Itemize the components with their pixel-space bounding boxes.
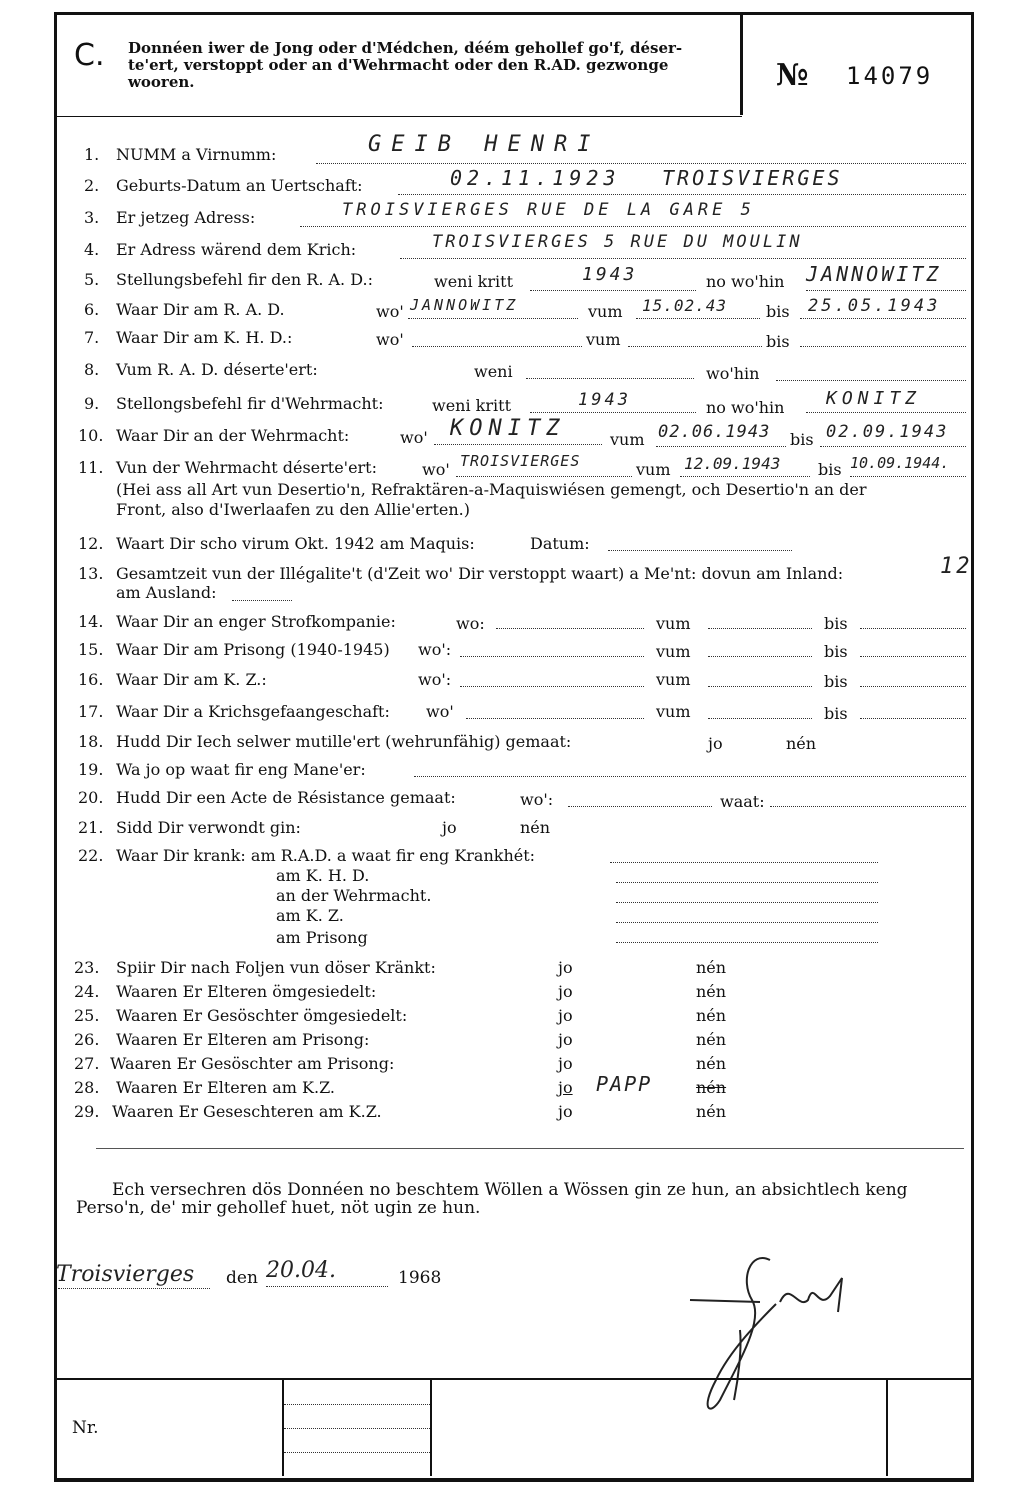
item-17-bis-line: [860, 718, 966, 719]
item-11-label: Vun der Wehrmacht déserte'ert:: [116, 458, 377, 477]
item-22-sub-1: am K. H. D.: [276, 866, 370, 885]
item-8-when-line: [526, 378, 694, 379]
item-12-datum-line: [608, 550, 792, 551]
item-17-wo-label: wo': [426, 702, 454, 721]
item-5-when-line: [530, 290, 696, 291]
item-25-nen: nén: [696, 1006, 727, 1025]
item-11-wo-line: [456, 476, 632, 477]
item-20-wo-line: [568, 806, 712, 807]
item-9-num: 9.: [84, 394, 100, 413]
item-11-num: 11.: [78, 458, 104, 477]
item-17-wo-line: [466, 718, 644, 719]
item-1-label: NUMM a Virnumm:: [116, 145, 277, 164]
item-29-nen: nén: [696, 1102, 727, 1121]
section-letter: C.: [74, 38, 105, 73]
item-5-label: Stellungsbefehl fir den R. A. D.:: [116, 270, 373, 289]
item-2-place: TROISVIERGES: [662, 166, 843, 190]
item-5-when: 1943: [582, 264, 638, 285]
signature-place: Troisvierges: [56, 1262, 195, 1287]
item-13-label: Gesamtzeit vun der Illégalite't (d'Zeit wo' Dir verstoppt waart) a Me'nt: dovun am Inland:: [116, 564, 844, 583]
item-18-label: Hudd Dir Iech selwer mutille'ert (wehrunfähig) gemaat:: [116, 732, 572, 751]
item-2-num: 2.: [84, 176, 100, 195]
item-12-datum-label: Datum:: [530, 534, 590, 553]
item-24-nen: nén: [696, 982, 727, 1001]
item-28-jo: jo: [558, 1078, 573, 1097]
item-15-bis-label: bis: [824, 642, 848, 661]
item-6-wo-label: wo': [376, 302, 404, 321]
item-22-label: Waar Dir krank: am R.A.D. a waat fir eng Krankhét:: [116, 846, 536, 865]
item-15-vum-line: [708, 656, 812, 657]
item-11-vum-label: vum: [636, 460, 671, 479]
item-3-value: TROISVIERGES RUE DE LA GARE 5: [342, 200, 755, 220]
item-17-bis-label: bis: [824, 704, 848, 723]
item-22-line-5: [616, 942, 878, 943]
item-20-wo-label: wo':: [520, 790, 554, 809]
footer-nr-label: Nr.: [72, 1418, 99, 1438]
item-13-num: 13.: [78, 564, 104, 583]
item-6-wo-line: [408, 318, 578, 319]
item-7-num: 7.: [84, 328, 100, 347]
item-22-sub-3: am K. Z.: [276, 906, 344, 925]
item-24-label: Waaren Er Elteren ömgesiedelt:: [116, 982, 377, 1001]
item-24-num: 24.: [74, 982, 100, 1001]
item-23-jo: jo: [558, 958, 573, 977]
item-23-label: Spiir Dir nach Foljen vun döser Kränkt:: [116, 958, 436, 977]
item-26-jo: jo: [558, 1030, 573, 1049]
item-4-num: 4.: [84, 240, 100, 259]
header-divider: [740, 15, 743, 115]
item-10-vum-label: vum: [610, 430, 645, 449]
item-4-value: TROISVIERGES 5 RUE DU MOULIN: [432, 232, 803, 252]
footer-rule-top: [57, 1378, 971, 1380]
item-21-num: 21.: [78, 818, 104, 837]
footer-dots-3: [284, 1452, 430, 1453]
item-6-label: Waar Dir am R. A. D.: [116, 300, 285, 319]
signature-date: 20.04.: [266, 1258, 336, 1283]
header-title: Donnéen iwer de Jong oder d'Médchen, déém gehollef go'f, déser-te'ert, verstoppt oder an d'Wehrmacht oder den R.AD. gezwonge wooren.: [128, 39, 683, 91]
item-25-jo: jo: [558, 1006, 573, 1025]
item-4-line: [400, 258, 966, 259]
item-9-when: 1943: [578, 390, 631, 410]
item-10-vum-line: [656, 446, 786, 447]
item-14-num: 14.: [78, 612, 104, 631]
item-5-num: 5.: [84, 270, 100, 289]
item-14-label: Waar Dir an enger Strofkompanie:: [116, 612, 396, 631]
item-14-wo-line: [496, 628, 644, 629]
item-16-label: Waar Dir am K. Z.:: [116, 670, 267, 689]
item-19-num: 19.: [78, 760, 104, 779]
item-16-num: 16.: [78, 670, 104, 689]
signature-year: 1968: [398, 1268, 442, 1288]
item-26-label: Waaren Er Elteren am Prisong:: [116, 1030, 370, 1049]
item-10-label: Waar Dir an der Wehrmacht:: [116, 426, 350, 445]
item-9-when-line: [530, 412, 696, 413]
form-number: 14079: [846, 62, 934, 90]
item-29-label: Waaren Er Geseschteren am K.Z.: [112, 1102, 382, 1121]
item-11-wo-label: wo': [422, 460, 450, 479]
item-15-wo-label: wo':: [418, 640, 452, 659]
item-28-nen: nén: [696, 1078, 727, 1097]
item-20-waat-line: [770, 806, 966, 807]
item-7-bis-label: bis: [766, 332, 790, 351]
number-symbol: №: [776, 58, 809, 93]
item-23-nen: nén: [696, 958, 727, 977]
item-4-label: Er Adress wärend dem Krich:: [116, 240, 357, 259]
item-29-jo: jo: [558, 1102, 573, 1121]
item-20-waat-label: waat:: [720, 792, 765, 811]
item-28-extra: PAPP: [596, 1072, 653, 1096]
item-16-wo-line: [460, 686, 644, 687]
item-10-wo: KONITZ: [450, 416, 566, 441]
section-divider: [96, 1148, 964, 1149]
item-14-wo-label: wo:: [456, 614, 485, 633]
item-15-wo-line: [460, 656, 644, 657]
signature-place-line: [58, 1288, 210, 1289]
item-5-where-line: [806, 290, 966, 291]
signature-den-label: den: [226, 1268, 258, 1288]
item-13-inland: 12: [940, 554, 973, 579]
declaration-line-1: Ech versechren dös Donnéen no beschtem Wöllen a Wössen gin ze hun, an absichtlech keng: [112, 1180, 908, 1200]
item-6-bis: 25.05.1943: [808, 296, 941, 316]
item-10-wo-label: wo': [400, 428, 428, 447]
item-26-nen: nén: [696, 1030, 727, 1049]
item-27-num: 27.: [74, 1054, 100, 1073]
item-7-wo-line: [412, 346, 582, 347]
item-11-bis-label: bis: [818, 460, 842, 479]
item-27-nen: nén: [696, 1054, 727, 1073]
item-11-vum: 12.09.1943: [684, 454, 781, 473]
item-1-value: GEIB HENRI: [368, 132, 601, 157]
item-11-wo: TROISVIERGES: [460, 452, 581, 470]
item-18-jo: jo: [708, 734, 723, 753]
item-8-where-line: [776, 380, 966, 381]
item-16-bis-label: bis: [824, 672, 848, 691]
item-11-note-2: Front, also d'Iwerlaafen zu den Allie'erten.): [116, 500, 470, 519]
item-27-jo: jo: [558, 1054, 573, 1073]
item-10-num: 10.: [78, 426, 104, 445]
item-14-bis-label: bis: [824, 614, 848, 633]
item-15-label: Waar Dir am Prisong (1940-1945): [116, 640, 390, 659]
item-2-label: Geburts-Datum an Uertschaft:: [116, 176, 363, 195]
item-29-num: 29.: [74, 1102, 100, 1121]
item-6-wo: JANNOWITZ: [410, 296, 519, 314]
item-10-vum: 02.06.1943: [658, 422, 771, 442]
item-16-wo-label: wo':: [418, 670, 452, 689]
item-23-num: 23.: [74, 958, 100, 977]
item-17-vum-line: [708, 718, 812, 719]
item-3-num: 3.: [84, 208, 100, 227]
item-21-label: Sidd Dir verwondt gin:: [116, 818, 301, 837]
item-11-bis-line: [850, 476, 966, 477]
item-6-bis-label: bis: [766, 302, 790, 321]
item-18-nen: nén: [786, 734, 817, 753]
item-22-sub-2: an der Wehrmacht.: [276, 886, 432, 905]
item-9-label: Stellongsbefehl fir d'Wehrmacht:: [116, 394, 384, 413]
item-18-num: 18.: [78, 732, 104, 751]
item-10-bis: 02.09.1943: [826, 422, 949, 442]
item-25-label: Waaren Er Gesöschter ömgesiedelt:: [116, 1006, 408, 1025]
item-17-label: Waar Dir a Krichsgefaangeschaft:: [116, 702, 390, 721]
item-16-vum-line: [708, 686, 812, 687]
footer-col-2: [430, 1380, 432, 1476]
declaration-line-2: Perso'n, de' mir gehollef huet, nöt ugin ze hun.: [76, 1198, 481, 1218]
item-3-line: [300, 226, 966, 227]
item-7-vum-line: [628, 346, 762, 347]
item-22-sub-4: am Prisong: [276, 928, 368, 947]
item-17-vum-label: vum: [656, 702, 691, 721]
item-13-ausland-label: am Ausland:: [116, 583, 217, 602]
item-25-num: 25.: [74, 1006, 100, 1025]
item-5-where: JANNOWITZ: [806, 262, 942, 286]
item-22-line-2: [616, 882, 878, 883]
item-14-bis-line: [860, 628, 966, 629]
item-8-num: 8.: [84, 360, 100, 379]
item-5-when-label: weni kritt: [434, 272, 513, 291]
item-9-where-label: no wo'hin: [706, 398, 785, 417]
item-10-wo-line: [434, 444, 602, 445]
item-6-vum-line: [636, 318, 760, 319]
item-24-jo: jo: [558, 982, 573, 1001]
item-8-where-label: wo'hin: [706, 364, 760, 383]
item-27-label: Waaren Er Gesöschter am Prisong:: [110, 1054, 395, 1073]
item-6-vum-label: vum: [588, 302, 623, 321]
item-22-line-4: [616, 922, 878, 923]
item-6-bis-line: [800, 318, 966, 319]
footer-dots-1: [284, 1404, 430, 1405]
item-16-bis-line: [860, 686, 966, 687]
item-6-num: 6.: [84, 300, 100, 319]
item-1-num: 1.: [84, 145, 100, 164]
item-6-vum: 15.02.43: [642, 296, 728, 315]
item-11-note-1: (Hei ass all Art vun Desertio'n, Refraktären-a-Maquiswiésen gemengt, och Desertio'n an der: [116, 480, 867, 499]
item-15-vum-label: vum: [656, 642, 691, 661]
footer-col-3: [886, 1380, 888, 1476]
item-20-num: 20.: [78, 788, 104, 807]
item-20-label: Hudd Dir een Acte de Résistance gemaat:: [116, 788, 456, 807]
item-21-jo: jo: [442, 818, 457, 837]
item-3-label: Er jetzeg Adress:: [116, 208, 256, 227]
footer-dots-2: [284, 1428, 430, 1429]
item-17-num: 17.: [78, 702, 104, 721]
item-2-line: [398, 194, 966, 195]
item-26-num: 26.: [74, 1030, 100, 1049]
item-7-wo-label: wo': [376, 330, 404, 349]
item-10-bis-line: [820, 446, 966, 447]
item-13-ausland-line: [232, 600, 292, 601]
item-15-bis-line: [860, 656, 966, 657]
item-5-where-label: no wo'hin: [706, 272, 785, 291]
item-8-when-label: weni: [474, 362, 513, 381]
item-14-vum-label: vum: [656, 614, 691, 633]
item-8-label: Vum R. A. D. déserte'ert:: [116, 360, 318, 379]
item-22-line-1: [610, 862, 878, 863]
item-11-vum-line: [680, 476, 810, 477]
header-bottom-rule: [57, 116, 742, 117]
item-22-num: 22.: [78, 846, 104, 865]
item-28-num: 28.: [74, 1078, 100, 1097]
item-9-where: KONITZ: [826, 388, 922, 409]
item-12-label: Waart Dir scho virum Okt. 1942 am Maquis:: [116, 534, 475, 553]
item-7-bis-line: [800, 346, 966, 347]
item-16-vum-label: vum: [656, 670, 691, 689]
item-28-label: Waaren Er Elteren am K.Z.: [116, 1078, 336, 1097]
item-2-date: 02.11.1923: [450, 166, 621, 190]
item-19-line: [414, 776, 966, 777]
item-21-nen: nén: [520, 818, 551, 837]
item-14-vum-line: [708, 628, 812, 629]
item-1-line: [316, 163, 966, 164]
handwritten-signature: [680, 1240, 880, 1420]
item-11-bis: 10.09.1944.: [850, 454, 950, 472]
item-10-bis-label: bis: [790, 430, 814, 449]
item-22-line-3: [616, 902, 878, 903]
item-12-num: 12.: [78, 534, 104, 553]
item-19-label: Wa jo op waat fir eng Mane'er:: [116, 760, 366, 779]
item-7-label: Waar Dir am K. H. D.:: [116, 328, 293, 347]
item-15-num: 15.: [78, 640, 104, 659]
item-9-when-label: weni kritt: [432, 396, 511, 415]
item-9-where-line: [806, 412, 966, 413]
item-7-vum-label: vum: [586, 330, 621, 349]
signature-date-line: [266, 1286, 388, 1287]
